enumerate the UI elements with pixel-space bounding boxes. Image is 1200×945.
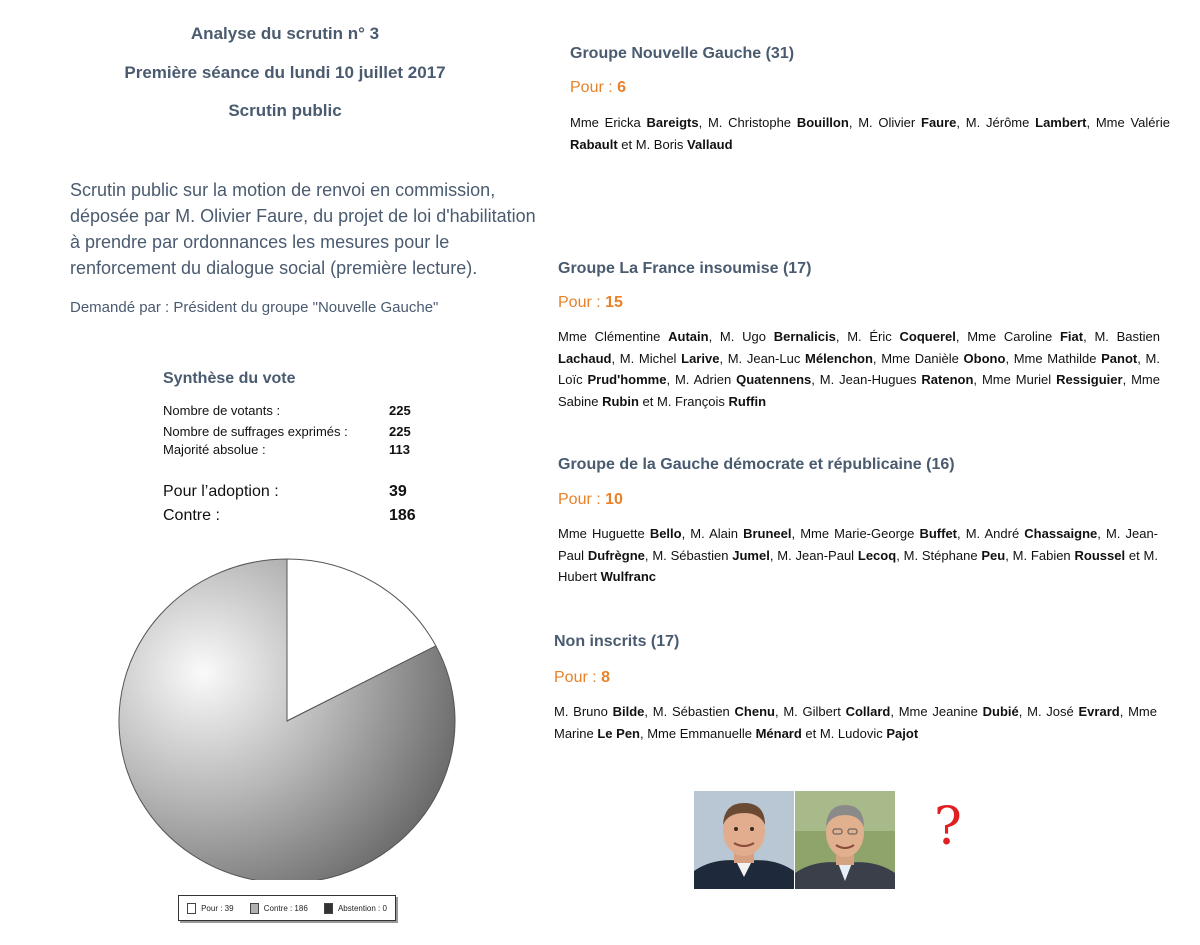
member-surname: Lecoq <box>857 547 897 563</box>
member-prefix: , M. Sébastien <box>644 547 733 563</box>
scrutin-description <box>70 177 590 281</box>
member-surname: Fiat <box>1059 329 1084 344</box>
member-list <box>570 112 1170 155</box>
pour-count: 6 <box>617 79 627 96</box>
member-surname: Dufrègne <box>587 547 645 563</box>
legend-label: Contre : 186 <box>263 903 308 913</box>
legend-item-abstention <box>324 903 387 914</box>
member-list <box>558 523 1158 588</box>
member-prefix: , M. Adrien <box>666 372 737 387</box>
member-surname: Lachaud <box>558 350 612 366</box>
member-surname: Bello <box>649 526 682 541</box>
member-surname: Roussel <box>1074 547 1126 563</box>
member-surname: Lambert <box>1035 115 1087 130</box>
member-prefix: , M. Alain <box>681 526 744 541</box>
member-prefix: Mme Clémentine <box>558 329 669 344</box>
member-surname: Quatennens <box>736 372 812 387</box>
suffrages-value: 225 <box>389 424 411 439</box>
member-surname: Wulfranc <box>600 569 657 584</box>
member-prefix: , M. Jean-Hugues <box>811 372 922 387</box>
contre-value: 186 <box>389 507 416 524</box>
member-prefix: et M. Ludovic <box>801 725 887 741</box>
member-surname: Bruneel <box>743 526 792 541</box>
seance-date: Première séance du lundi 10 juillet 2017 <box>124 63 446 82</box>
member-surname: Chassaigne <box>1024 526 1098 541</box>
legend-swatch-abstention <box>324 903 333 914</box>
member-surname: Bareigts <box>646 115 699 130</box>
vote-pie-chart <box>115 555 460 880</box>
member-surname: Prud'homme <box>587 372 667 387</box>
legend-swatch-contre <box>250 903 259 914</box>
votants-label: Nombre de votants : <box>163 403 281 418</box>
member-prefix: , Mme Valérie <box>1086 115 1170 130</box>
group-title: Groupe de la Gauche démocrate et républicaine (16) <box>558 456 955 473</box>
member-surname: Bilde <box>612 704 645 719</box>
member-surname: Ménard <box>755 725 802 741</box>
member-prefix: , M. Loïc <box>558 350 1160 387</box>
suffrages-label: Nombre de suffrages exprimés : <box>163 424 348 439</box>
member-surname: Peu <box>981 547 1006 563</box>
majorite-value: 113 <box>389 442 410 457</box>
pour-label: Pour l’adoption : <box>163 483 279 500</box>
member-prefix: , Mme Marie-George <box>791 526 920 541</box>
member-prefix: , M. Jean-Paul <box>769 547 858 563</box>
member-prefix: et M. François <box>638 393 729 409</box>
member-surname: Faure <box>921 115 957 130</box>
legend-swatch-pour <box>187 903 196 914</box>
member-prefix: , M. Jean-Paul <box>558 526 1158 563</box>
member-prefix: , M. Jérôme <box>956 115 1036 130</box>
portrait-photo-right <box>795 791 895 889</box>
member-surname: Chenu <box>734 704 775 719</box>
member-surname: Ruffin <box>728 393 767 409</box>
legend-item-pour <box>187 903 233 914</box>
member-prefix: , M. Michel <box>611 350 682 366</box>
asked-by: Demandé par : Président du groupe "Nouvelle Gauche" <box>70 299 439 316</box>
scrutin-type: Scrutin public <box>228 101 342 120</box>
pour-label: Pour : <box>558 491 606 508</box>
legend-label: Pour : 39 <box>201 903 234 913</box>
group-pour <box>558 491 623 509</box>
member-surname: Obono <box>963 350 1006 366</box>
member-surname: Rubin <box>602 393 639 409</box>
pour-count: 15 <box>605 294 623 311</box>
member-surname: Evrard <box>1078 704 1120 719</box>
pour-count: 10 <box>605 491 623 508</box>
contre-label: Contre : <box>163 507 220 524</box>
member-prefix: , M. Fabien <box>1005 547 1075 563</box>
member-prefix: , Mme Caroline <box>955 329 1060 344</box>
member-prefix: , Mme Danièle <box>872 350 964 366</box>
member-surname: Vallaud <box>687 136 733 152</box>
legend-item-contre <box>250 903 308 914</box>
member-prefix: , M. Stéphane <box>896 547 982 563</box>
description-line: à prendre par ordonnances les mesures pour le <box>70 232 450 252</box>
group-pour <box>570 79 626 97</box>
question-mark: ? <box>934 797 962 857</box>
member-prefix: , M. Éric <box>835 329 900 344</box>
member-prefix: , Mme Marine <box>554 704 1157 741</box>
member-prefix: , Mme Jeanine <box>890 704 983 719</box>
member-prefix: , Mme Sabine <box>558 372 1160 409</box>
portrait-photo-left <box>694 791 794 889</box>
member-surname: Jumel <box>732 547 770 563</box>
pour-label: Pour : <box>558 294 606 311</box>
group-title: Groupe Nouvelle Gauche (31) <box>570 45 795 62</box>
pour-label: Pour : <box>570 79 618 96</box>
member-surname: Autain <box>668 329 709 344</box>
member-prefix: , M. Bastien <box>1083 329 1160 344</box>
member-prefix: , Mme Emmanuelle <box>639 725 756 741</box>
group-pour <box>554 669 610 687</box>
member-prefix: Mme Ericka <box>570 115 647 130</box>
member-prefix: et M. Boris <box>617 136 688 152</box>
member-surname: Ratenon <box>921 372 974 387</box>
member-prefix: , M. Jean-Luc <box>719 350 806 366</box>
description-line: renforcement du dialogue social (première lecture). <box>70 258 478 278</box>
member-surname: Mélenchon <box>805 350 873 366</box>
synthese-title: Synthèse du vote <box>163 370 296 387</box>
member-prefix: , M. Ugo <box>708 329 774 344</box>
member-surname: Ressiguier <box>1056 372 1123 387</box>
member-prefix: , Mme Mathilde <box>1005 350 1102 366</box>
legend-label: Abstention : 0 <box>337 903 387 913</box>
group-title: Groupe La France insoumise (17) <box>558 260 812 277</box>
scrutin-title: Analyse du scrutin n° 3 <box>190 24 380 43</box>
pour-value: 39 <box>389 483 407 500</box>
member-prefix: M. Bruno <box>554 704 613 719</box>
member-surname: Buffet <box>919 526 957 541</box>
member-prefix: , M. José <box>1018 704 1079 719</box>
member-surname: Le Pen <box>597 725 640 741</box>
pour-label: Pour : <box>554 669 602 686</box>
majorite-label: Majorité absolue : <box>163 442 266 457</box>
member-surname: Coquerel <box>899 329 956 344</box>
member-prefix: , M. Christophe <box>698 115 797 130</box>
member-prefix: , M. Gilbert <box>774 704 846 719</box>
votants-value: 225 <box>389 403 411 418</box>
member-list <box>554 701 1157 744</box>
member-surname: Pajot <box>886 725 919 741</box>
member-list <box>558 326 1160 412</box>
member-prefix: , M. Sébastien <box>644 704 735 719</box>
member-surname: Rabault <box>570 136 618 152</box>
group-pour <box>558 294 623 312</box>
member-surname: Dubié <box>982 704 1019 719</box>
description-line: Scrutin public sur la motion de renvoi en commission, <box>70 180 496 200</box>
description-line: déposée par M. Olivier Faure, du projet de loi d'habilitation <box>70 206 536 226</box>
group-title: Non inscrits (17) <box>554 633 680 650</box>
member-prefix: Mme Huguette <box>558 526 650 541</box>
chart-legend <box>178 895 396 921</box>
member-surname: Bernalicis <box>773 329 836 344</box>
member-surname: Bouillon <box>796 115 849 130</box>
member-surname: Larive <box>681 350 720 366</box>
member-prefix: , M. André <box>957 526 1025 541</box>
pour-count: 8 <box>601 669 611 686</box>
member-surname: Panot <box>1101 350 1138 366</box>
member-prefix: , Mme Muriel <box>973 372 1057 387</box>
member-surname: Collard <box>845 704 891 719</box>
member-prefix: , M. Olivier <box>848 115 922 130</box>
member-prefix: et M. Hubert <box>558 547 1158 584</box>
